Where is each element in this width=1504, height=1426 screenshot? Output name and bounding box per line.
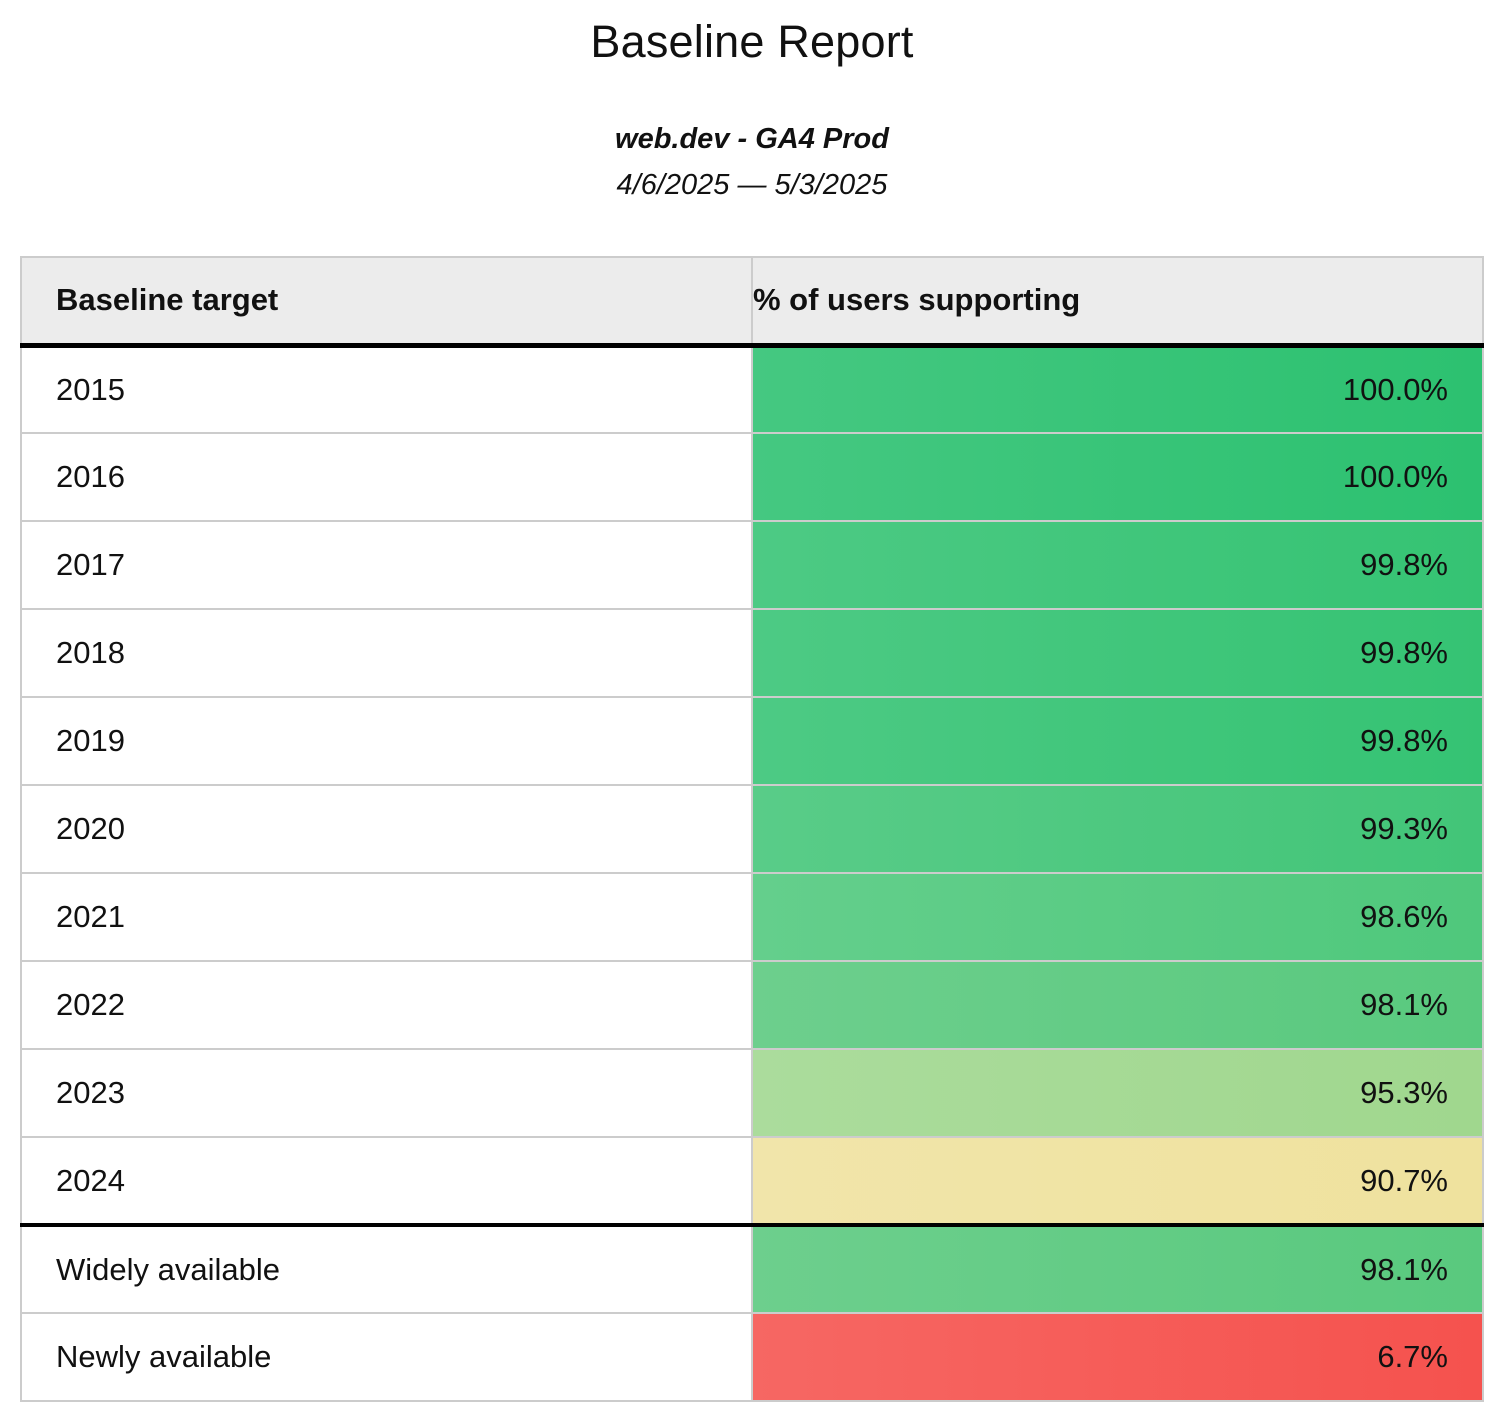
report-subtitle: web.dev - GA4 Prod (615, 123, 889, 155)
table-row (21, 609, 1483, 697)
table-row (21, 345, 1483, 433)
report-subhead (0, 116, 1504, 208)
table-row (21, 1313, 1483, 1401)
table-header-row (21, 257, 1483, 345)
table-row (21, 873, 1483, 961)
table-row (21, 1049, 1483, 1137)
baseline-target-cell: 2022 (21, 961, 752, 1049)
percent-supporting-cell: 99.8% (752, 609, 1483, 697)
column-header-percent-users-supporting: % of users supporting (752, 257, 1483, 345)
percent-supporting-cell: 95.3% (752, 1049, 1483, 1137)
percent-supporting-cell: 98.1% (752, 1225, 1483, 1313)
table-row (21, 1225, 1483, 1313)
baseline-target-cell: 2024 (21, 1137, 752, 1225)
percent-supporting-cell: 98.6% (752, 873, 1483, 961)
table-row (21, 1137, 1483, 1225)
percent-supporting-cell: 99.8% (752, 697, 1483, 785)
baseline-target-cell: 2023 (21, 1049, 752, 1137)
table-row (21, 521, 1483, 609)
table-row (21, 785, 1483, 873)
table-row (21, 961, 1483, 1049)
baseline-target-cell: 2017 (21, 521, 752, 609)
baseline-target-cell: Newly available (21, 1313, 752, 1401)
table-row (21, 697, 1483, 785)
percent-supporting-cell: 100.0% (752, 433, 1483, 521)
percent-supporting-cell: 99.3% (752, 785, 1483, 873)
baseline-table (20, 256, 1484, 1402)
baseline-target-cell: 2018 (21, 609, 752, 697)
baseline-target-cell: 2021 (21, 873, 752, 961)
baseline-target-cell: 2020 (21, 785, 752, 873)
baseline-target-cell: 2015 (21, 345, 752, 433)
baseline-target-cell: Widely available (21, 1225, 752, 1313)
percent-supporting-cell: 100.0% (752, 345, 1483, 433)
report-date-range: 4/6/2025 — 5/3/2025 (616, 169, 888, 201)
baseline-target-cell: 2019 (21, 697, 752, 785)
percent-supporting-cell: 99.8% (752, 521, 1483, 609)
percent-supporting-cell: 90.7% (752, 1137, 1483, 1225)
table-row (21, 433, 1483, 521)
percent-supporting-cell: 98.1% (752, 961, 1483, 1049)
baseline-target-cell: 2016 (21, 433, 752, 521)
column-header-baseline-target: Baseline target (21, 257, 752, 345)
percent-supporting-cell: 6.7% (752, 1313, 1483, 1401)
page-title: Baseline Report (590, 16, 914, 67)
